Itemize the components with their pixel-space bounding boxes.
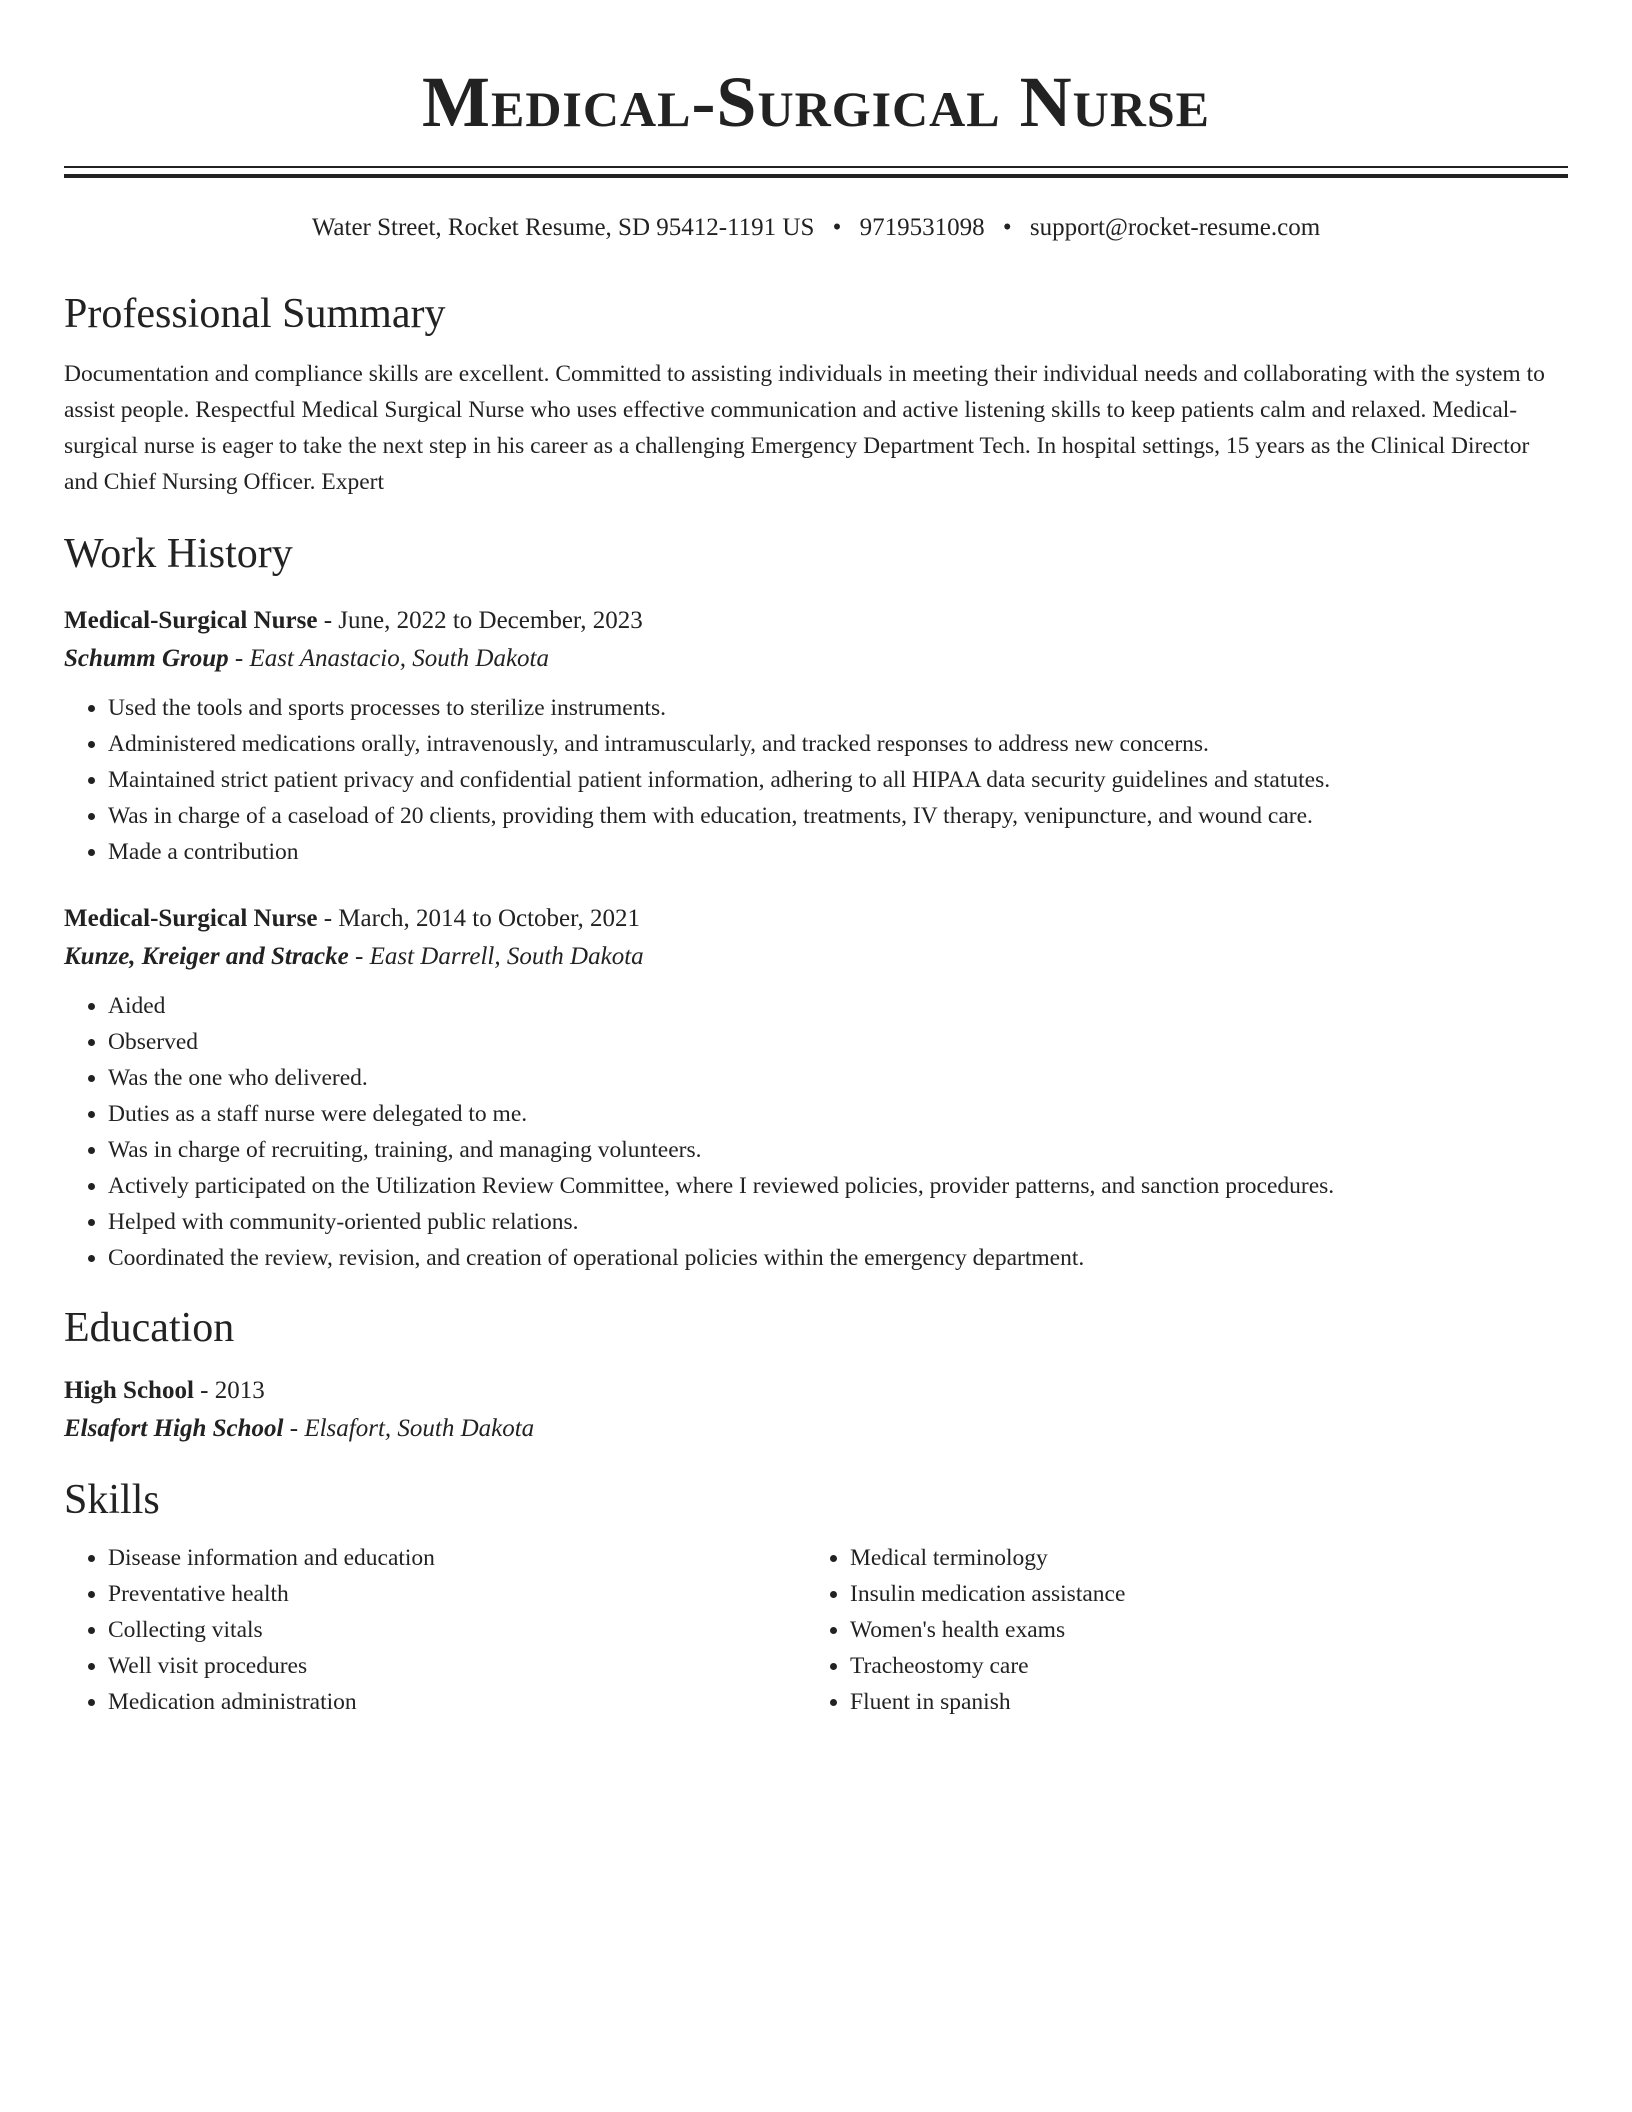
job-bullet: • Was in charge of recruiting, training, and managing volunteers. [108,1132,1568,1168]
skill-item: • Collecting vitals [108,1612,806,1648]
job-bullet: • Was in charge of a caseload of 20 clients, providing them with education, treatments, IV therapy, venipuncture, and wound care. [108,798,1568,834]
job-entry [64,900,1568,1276]
job-bullet: • Duties as a staff nurse were delegated to me. [108,1096,1568,1132]
job-bullet: • Used the tools and sports processes to sterilize instruments. [108,690,1568,726]
skill-item: • Well visit procedures [108,1648,806,1684]
job-bullet-list [64,690,1568,870]
contact-separator: • [1002,214,1012,241]
contact-line [64,212,1568,244]
skills-grid [64,1540,1568,1720]
contact-address: Water Street, Rocket Resume, SD 95412-1191 US [311,214,815,241]
job-bullet-list [64,988,1568,1276]
skills-column-right [806,1540,1548,1720]
skills-column-left [64,1540,806,1720]
education-degree-line [64,1372,1568,1410]
job-role: Medical-Surgical Nurse [64,905,318,932]
skill-item: • Disease information and education [108,1540,806,1576]
work-history-heading: Work History [64,531,293,577]
job-company-line [64,938,1568,976]
contact-separator: • [832,214,842,241]
education-year: - 2013 [193,1377,265,1404]
job-bullet: • Maintained strict patient privacy and confidential patient information, adhering to all HIPAA data security guidelines and statutes. [108,762,1568,798]
job-bullet: • Administered medications orally, intravenously, and intramuscularly, and tracked responses to address new concerns. [108,726,1568,762]
job-bullet: • Aided [108,988,1568,1024]
skill-item: • Fluent in spanish [850,1684,1548,1720]
job-location: - East Anastacio, South Dakota [228,645,549,672]
job-dates: - March, 2014 to October, 2021 [317,905,640,932]
skill-item: • Tracheostomy care [850,1648,1548,1684]
job-company-line [64,640,1568,678]
contact-email: support@rocket-resume.com [1029,214,1321,241]
job-bullet: • Helped with community-oriented public relations. [108,1204,1568,1240]
job-bullet: • Was the one who delivered. [108,1060,1568,1096]
skill-item: • Women's health exams [850,1612,1548,1648]
job-bullet: • Actively participated on the Utilization Review Committee, where I reviewed policies, provider patterns, and sanction procedures. [108,1168,1568,1204]
education-location: - Elsafort, South Dakota [283,1415,535,1442]
skill-item: • Insulin medication assistance [850,1576,1548,1612]
header-rule-thick [64,174,1568,178]
job-dates: - June, 2022 to December, 2023 [317,607,643,634]
job-location: - East Darrell, South Dakota [348,943,644,970]
job-title-line [64,900,1568,938]
skill-item: • Medication administration [108,1684,806,1720]
skill-item: • Preventative health [108,1576,806,1612]
education-entry [64,1372,1568,1448]
resume-name: Medical-Surgical Nurse [422,62,1210,142]
summary-text: Documentation and compliance skills are excellent. Committed to assisting individuals in meeting their individual needs and collaborating with the system to assist people. Respectful Medical Surgical Nurse who uses effective communication and active listening skills to keep patients calm and relaxed. Medical-surgical nurse is eager to take the next step in his career as a challenging Emergency Department Tech. In hospital settings, 15 years as the Clinical Director and Chief Nursing Officer. Expert [64,361,1545,495]
job-role: Medical-Surgical Nurse [64,607,318,634]
header-rule-thin [64,166,1568,168]
skills-heading: Skills [64,1477,160,1523]
skills-list [64,1540,806,1720]
education-heading: Education [64,1305,235,1351]
resume-page [64,0,1568,1720]
education-school-line [64,1410,1568,1448]
summary-heading: Professional Summary [64,291,446,337]
job-bullet: • Made a contribution [108,834,1568,870]
job-company: Kunze, Kreiger and Stracke [64,943,349,970]
job-title-line [64,602,1568,640]
job-company: Schumm Group [64,645,229,672]
job-bullet: • Observed [108,1024,1568,1060]
education-degree: High School [64,1377,194,1404]
education-school: Elsafort High School [64,1415,284,1442]
skill-item: • Medical terminology [850,1540,1548,1576]
skills-list [806,1540,1548,1720]
contact-phone: 9719531098 [859,214,985,241]
job-bullet: • Coordinated the review, revision, and creation of operational policies within the emergency department. [108,1240,1568,1276]
job-entry [64,602,1568,870]
